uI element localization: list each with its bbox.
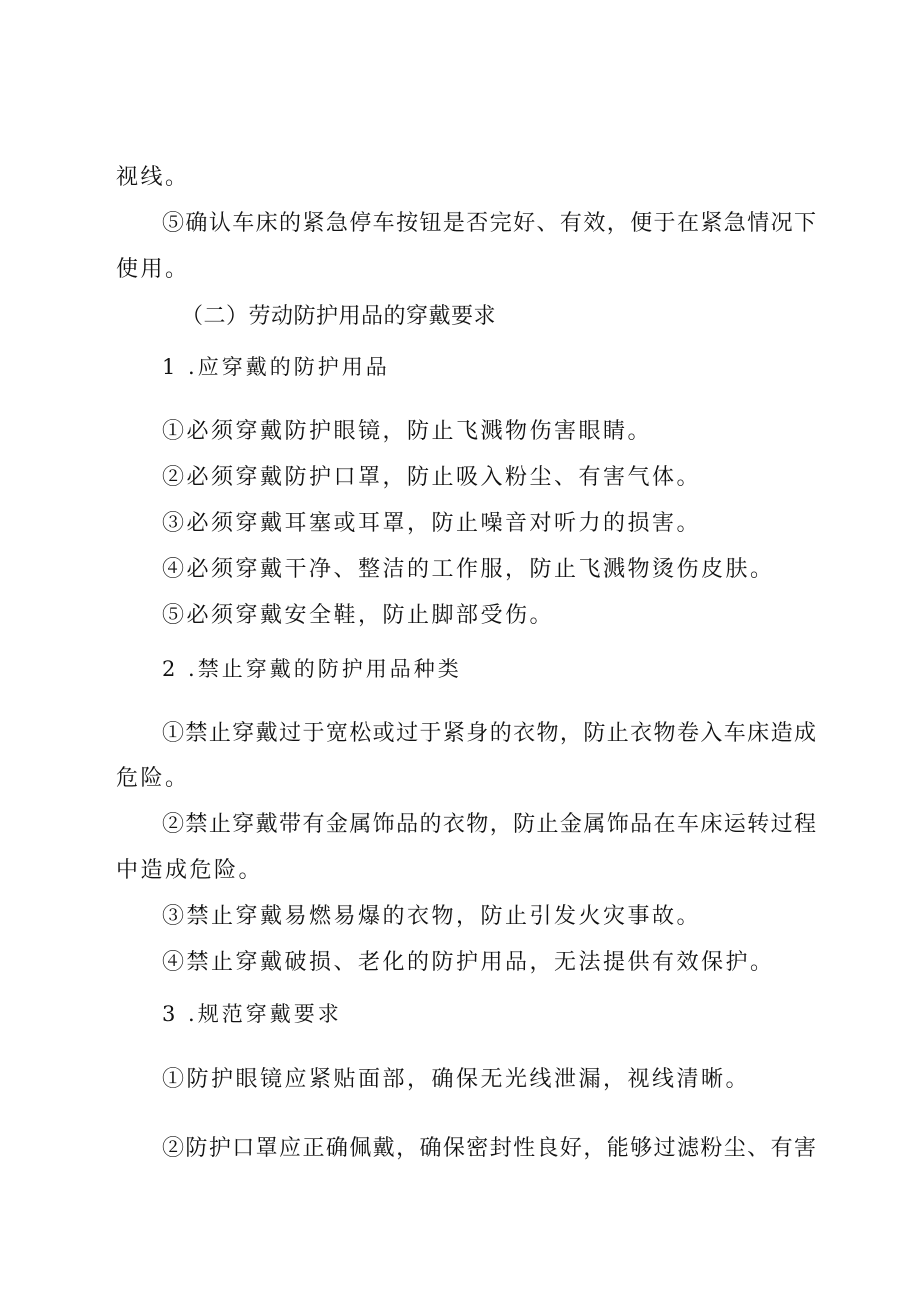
prohibited-item-2-line1: ②禁止穿戴带有金属饰品的衣物，防止金属饰品在车床运转过程	[162, 812, 816, 837]
subsection-3-title: 3 .规范穿戴要求	[162, 1002, 342, 1026]
standard-item-1: ①防护眼镜应紧贴面部，确保无光线泄漏，视线清晰。	[162, 1067, 751, 1092]
prohibited-item-4: ④禁止穿戴破损、老化的防护用品，无法提供有效保护。	[162, 950, 775, 975]
required-item-1: ①必须穿戴防护眼镜，防止飞溅物伤害眼睛。	[162, 419, 653, 444]
standard-item-2-line1: ②防护口罩应正确佩戴，确保密封性良好，能够过滤粉尘、有害	[162, 1136, 816, 1161]
section-heading: （二）劳动防护用品的穿戴要求	[181, 304, 497, 329]
required-item-3: ③必须穿戴耳塞或耳罩，防止噪音对听力的损害。	[162, 511, 702, 536]
prohibited-item-3: ③禁止穿戴易燃易爆的衣物，防止引发火灾事故。	[162, 904, 702, 929]
check-item-5-line1: ⑤确认车床的紧急停车按钮是否完好、有效，便于在紧急情况下	[162, 211, 816, 236]
prohibited-item-2-line2: 中造成危险。	[116, 858, 264, 883]
prohibited-item-1-line2: 危险。	[116, 766, 190, 791]
subsection-1-title: 1 .应穿戴的防护用品	[162, 355, 390, 379]
check-item-5-line2: 使用。	[116, 257, 190, 282]
required-item-4: ④必须穿戴干净、整洁的工作服，防止飞溅物烫伤皮肤。	[162, 557, 775, 582]
subsection-2-title: 2 .禁止穿戴的防护用品种类	[162, 657, 462, 681]
required-item-2: ②必须穿戴防护口罩，防止吸入粉尘、有害气体。	[162, 465, 702, 490]
paragraph-continuation: 视线。	[116, 165, 190, 190]
prohibited-item-1-line1: ①禁止穿戴过于宽松或过于紧身的衣物，防止衣物卷入车床造成	[162, 721, 816, 746]
required-item-5: ⑤必须穿戴安全鞋，防止脚部受伤。	[162, 603, 555, 628]
